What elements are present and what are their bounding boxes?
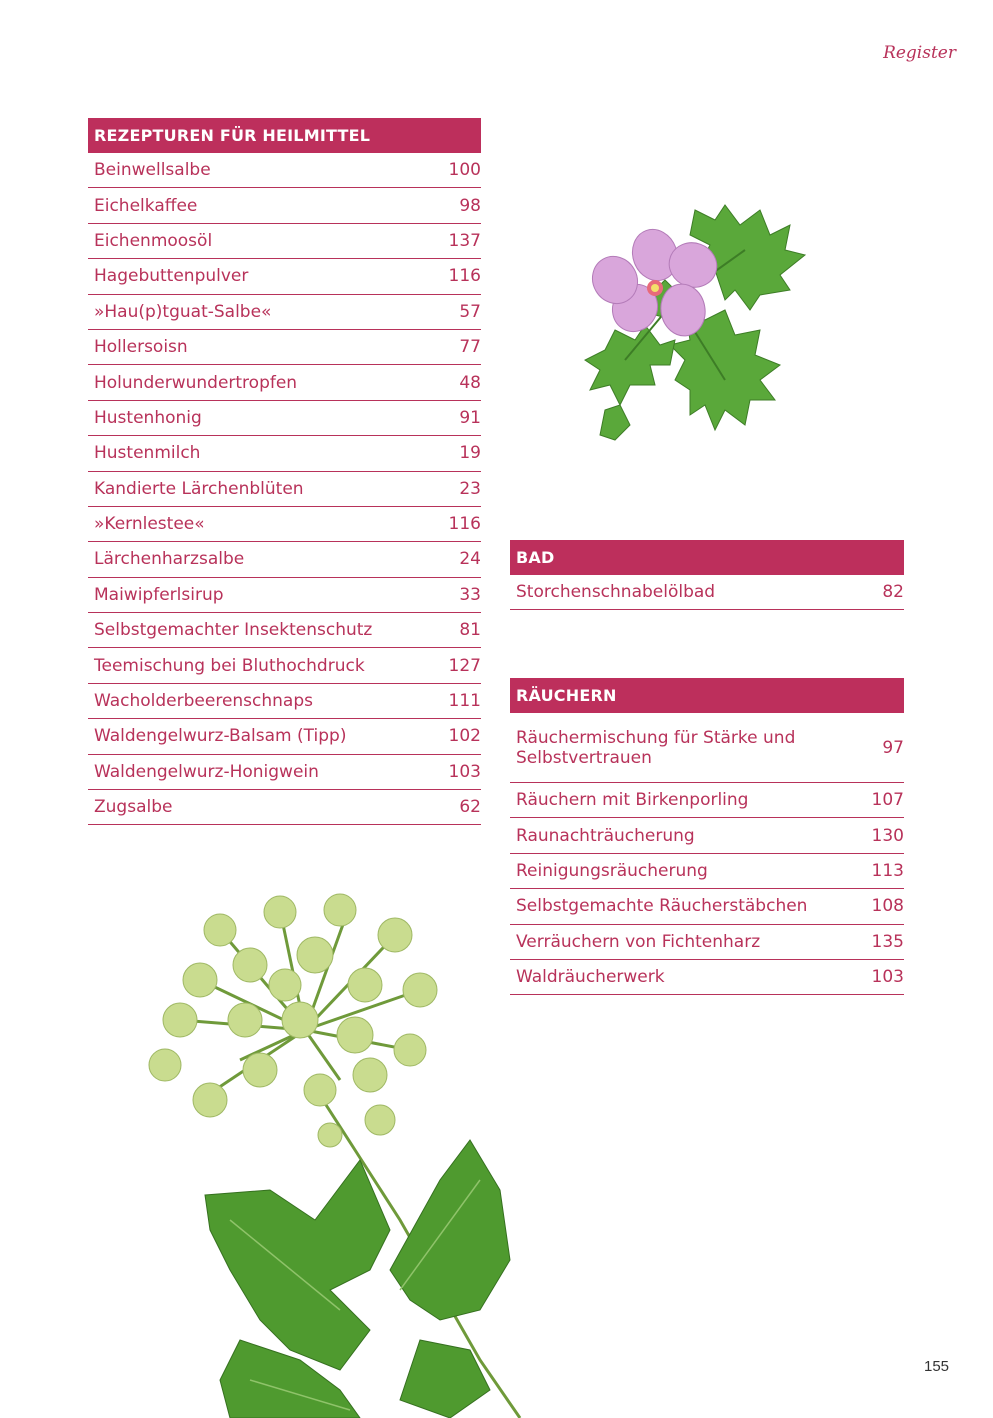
section-header: BAD: [510, 540, 904, 575]
index-entry: [88, 790, 481, 825]
index-entry: [88, 224, 481, 259]
entry-title: Waldräucherwerk: [516, 967, 665, 988]
index-entry: [88, 188, 481, 223]
entry-list: [510, 575, 904, 610]
entry-page-number: 91: [459, 407, 481, 428]
entry-title: Eichelkaffee: [94, 195, 198, 216]
entry-title: Hagebuttenpulver: [94, 266, 249, 287]
entry-page-number: 108: [871, 896, 904, 917]
index-entry: [88, 259, 481, 294]
entry-page-number: 103: [871, 967, 904, 988]
entry-page-number: 135: [871, 931, 904, 952]
entry-title: Hustenmilch: [94, 443, 201, 464]
entry-page-number: 24: [459, 549, 481, 570]
index-entry: [88, 648, 481, 683]
index-entry: [88, 153, 481, 188]
section-bad: [510, 540, 904, 610]
index-entry: [88, 365, 481, 400]
index-entry: [510, 818, 904, 853]
index-entry: [510, 713, 904, 783]
entry-page-number: 130: [871, 825, 904, 846]
entry-page-number: 62: [459, 797, 481, 818]
index-entry: [88, 401, 481, 436]
entry-page-number: 116: [448, 514, 481, 535]
entry-page-number: 100: [448, 160, 481, 181]
index-entry: [88, 542, 481, 577]
entry-title: Holunderwundertropfen: [94, 372, 298, 393]
section-header: REZEPTUREN FÜR HEILMITTEL: [88, 118, 481, 153]
index-entry: [88, 472, 481, 507]
entry-title: Waldengelwurz-Honigwein: [94, 761, 319, 782]
entry-title: Waldengelwurz-Balsam (Tipp): [94, 726, 347, 747]
entry-page-number: 111: [448, 691, 481, 712]
entry-list: [88, 153, 481, 825]
index-entry: [88, 613, 481, 648]
entry-title: »Kernlestee«: [94, 514, 205, 535]
section-heilmittel: [88, 118, 481, 825]
entry-title: Selbstgemachter Insektenschutz: [94, 620, 373, 641]
entry-page-number: 33: [459, 584, 481, 605]
entry-title: Teemischung bei Bluthochdruck: [94, 655, 365, 676]
entry-page-number: 81: [459, 620, 481, 641]
entry-page-number: 23: [459, 478, 481, 499]
index-entry: [88, 684, 481, 719]
entry-page-number: 77: [459, 337, 481, 358]
page-number: 155: [924, 1358, 950, 1375]
entry-title: Maiwipferlsirup: [94, 584, 224, 605]
entry-page-number: 107: [871, 790, 904, 811]
entry-title: Reinigungsräucherung: [516, 860, 708, 881]
index-entry: [88, 578, 481, 613]
index-entry: [510, 783, 904, 818]
entry-title: Wacholderbeerenschnaps: [94, 691, 313, 712]
entry-title: Räuchern mit Birkenporling: [516, 790, 749, 811]
entry-page-number: 137: [448, 230, 481, 251]
index-entry: [510, 575, 904, 610]
entry-page-number: 116: [448, 266, 481, 287]
entry-page-number: 19: [459, 443, 481, 464]
index-entry: [88, 507, 481, 542]
entry-page-number: 98: [459, 195, 481, 216]
entry-title: Selbstgemachte Räucherstäbchen: [516, 896, 808, 917]
entry-title: Räuchermischung für Stärke und Selbstvertrauen: [516, 727, 796, 768]
running-head: Register: [883, 43, 956, 63]
index-entry: [88, 719, 481, 754]
index-entry: [88, 295, 481, 330]
entry-page-number: 127: [448, 655, 481, 676]
entry-page-number: 113: [871, 860, 904, 881]
entry-title: Hollersoisn: [94, 337, 188, 358]
index-entry: [510, 854, 904, 889]
entry-title: Hustenhonig: [94, 407, 202, 428]
entry-title: Eichenmoosöl: [94, 230, 213, 251]
entry-page-number: 103: [448, 761, 481, 782]
entry-page-number: 82: [882, 582, 904, 603]
index-entry: [88, 755, 481, 790]
entry-page-number: 48: [459, 372, 481, 393]
entry-title: Zugsalbe: [94, 797, 173, 818]
entry-title: Lärchenharzsalbe: [94, 549, 245, 570]
index-entry: [88, 330, 481, 365]
entry-title: Kandierte Lärchenblüten: [94, 478, 304, 499]
entry-title: Raunachträucherung: [516, 825, 695, 846]
entry-page-number: 102: [448, 726, 481, 747]
entry-title: Beinwellsalbe: [94, 160, 211, 181]
entry-title: Verräuchern von Fichtenharz: [516, 931, 761, 952]
entry-title: »Hau(p)tguat-Salbe«: [94, 301, 272, 322]
herb-robert-illustration: [575, 190, 835, 445]
entry-page-number: 57: [459, 301, 481, 322]
section-header: RÄUCHERN: [510, 678, 904, 713]
entry-title: Storchenschnabelölbad: [516, 582, 716, 603]
entry-page-number: 97: [882, 737, 904, 758]
angelica-illustration: [140, 890, 585, 1418]
index-entry: [88, 436, 481, 471]
